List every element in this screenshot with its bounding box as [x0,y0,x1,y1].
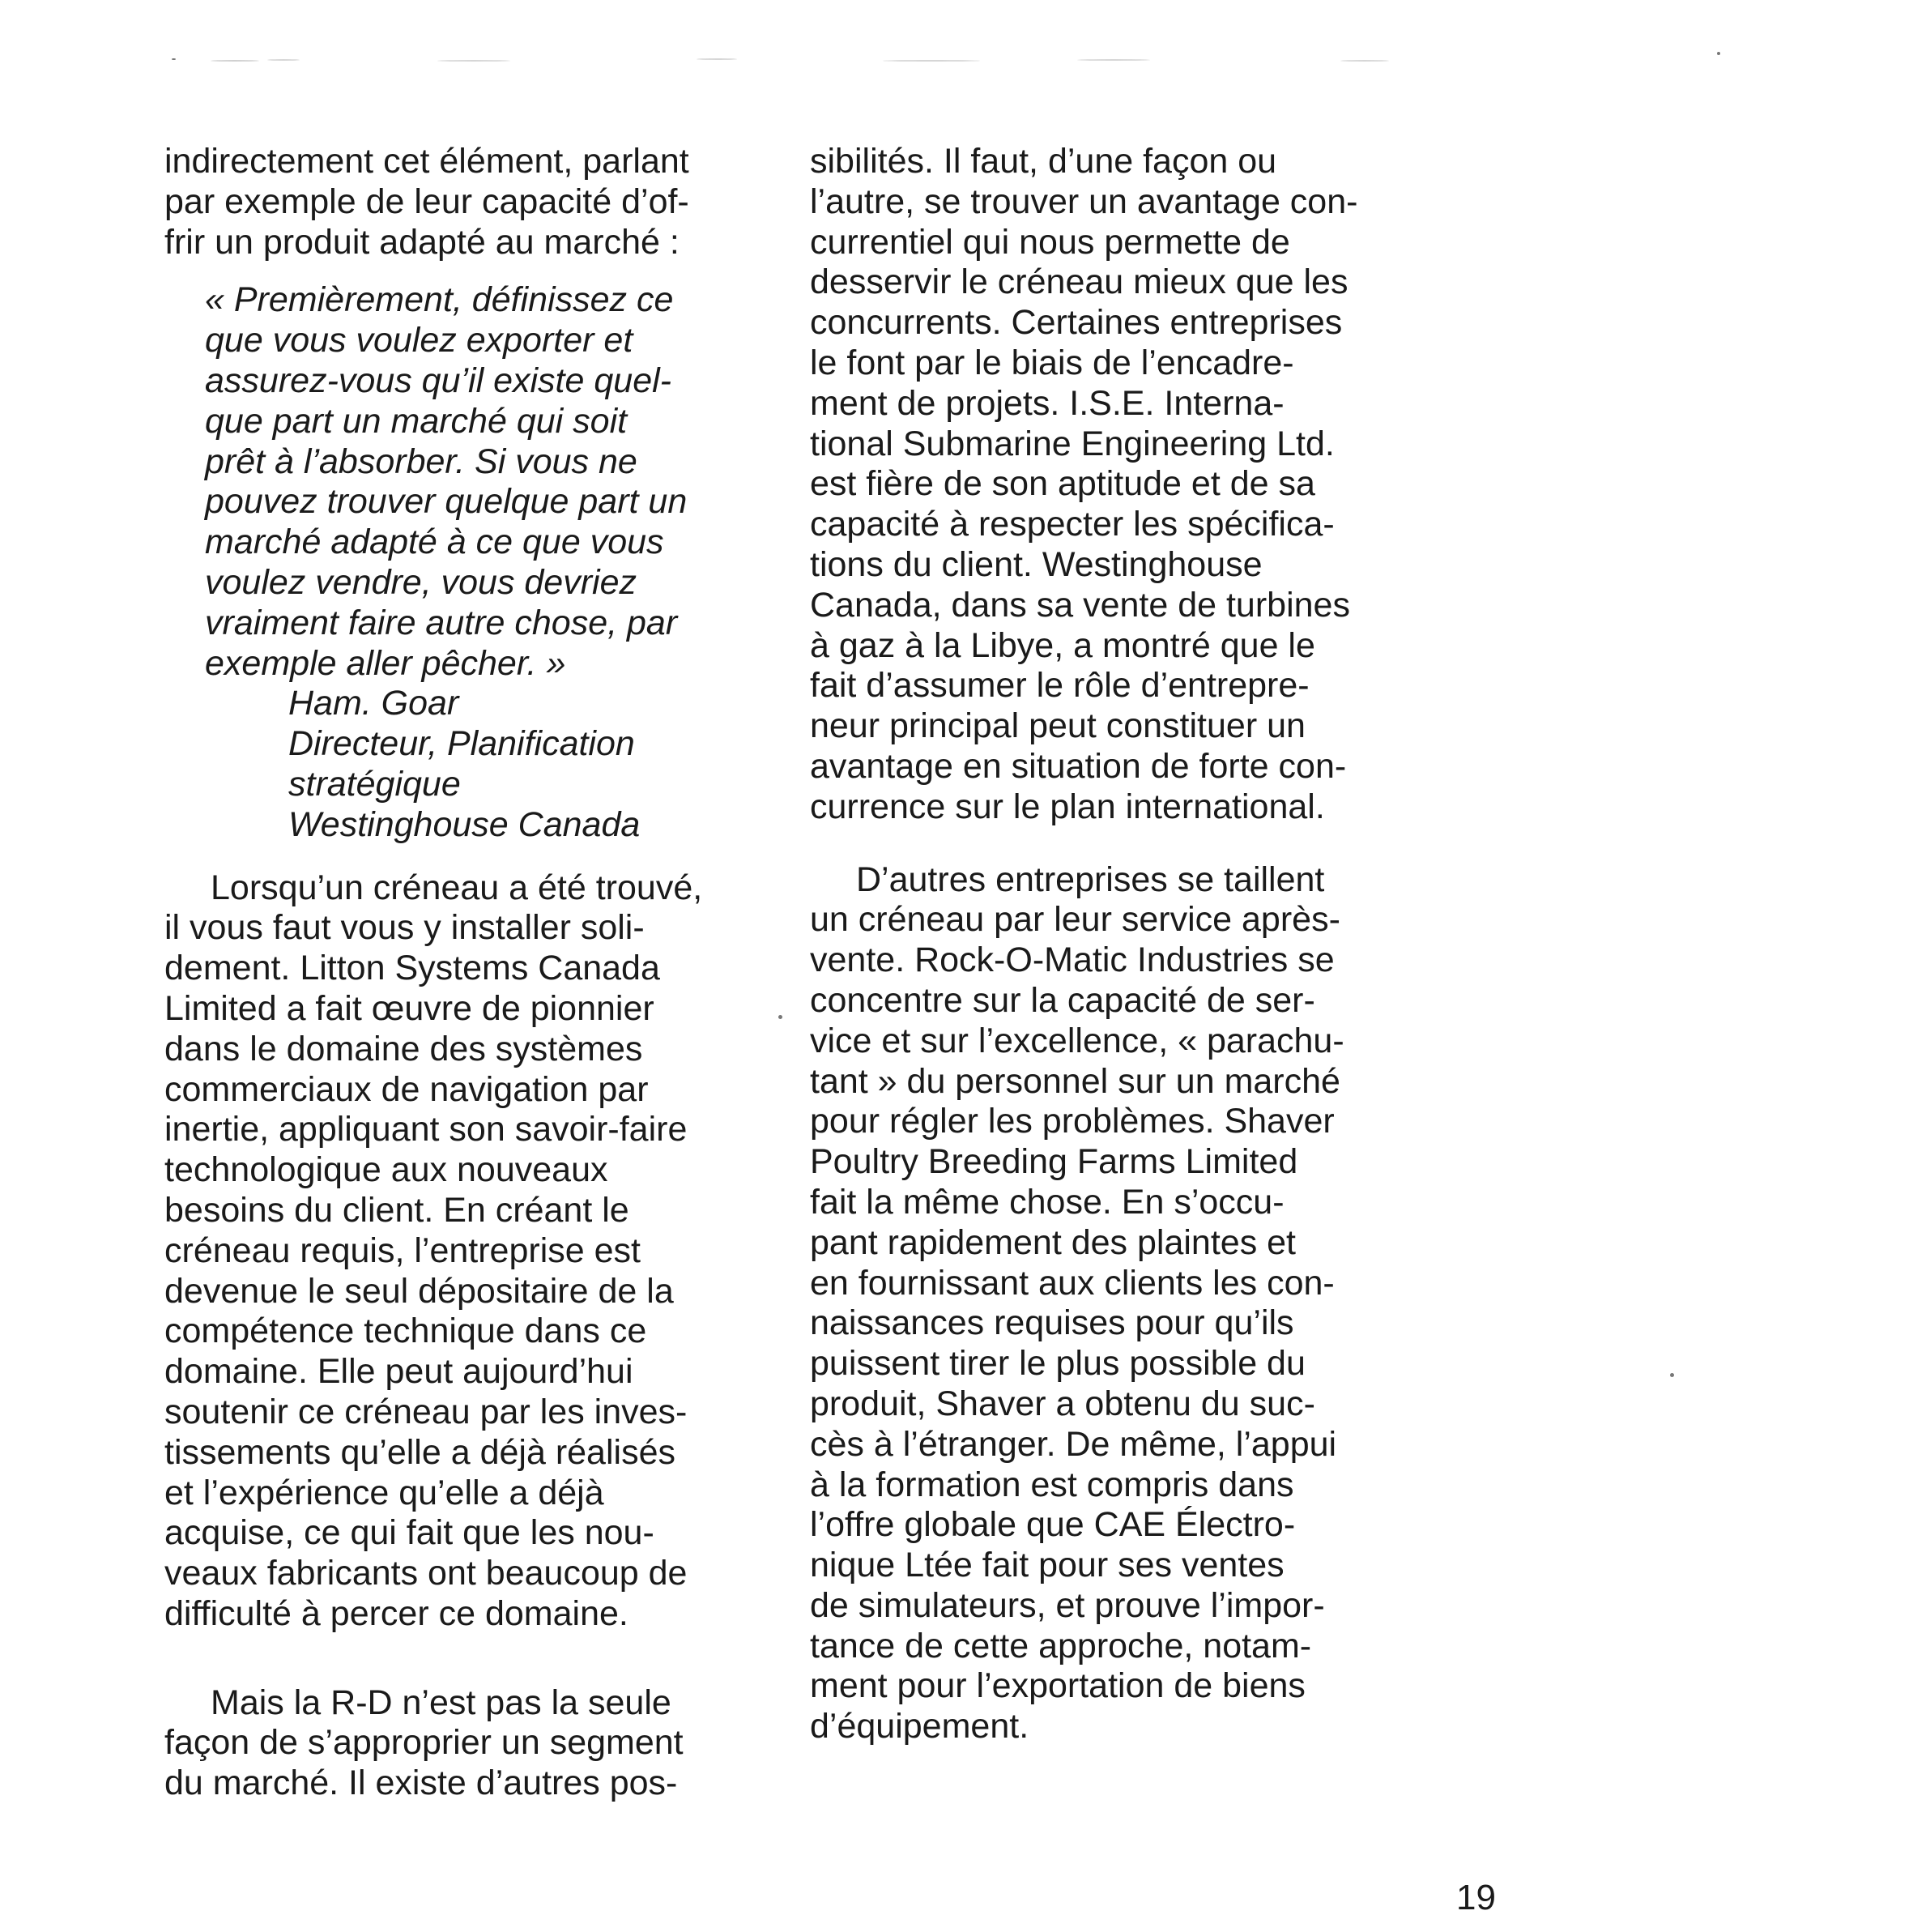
quote-line: vraiment faire autre chose, par [205,603,678,642]
text-line: ment pour l’exportation de biens [810,1666,1306,1706]
attribution-line: Westinghouse Canada [288,804,641,844]
quote-line: marché adapté à ce que vous [205,522,664,562]
text-line: technologique aux nouveaux [164,1150,608,1190]
quote-line: prêt à l’absorber. Si vous ne [205,441,637,481]
text-line: en fournissant aux clients les con- [810,1263,1335,1303]
text-line: avantage en situation de forte con- [810,746,1347,786]
text-line: façon de s’approprier un segment [164,1723,684,1763]
text-line: Canada, dans sa vente de turbines [810,585,1350,625]
text-line: du marché. Il existe d’autres pos- [164,1764,678,1803]
text-line: inertie, appliquant son savoir-faire [164,1110,688,1149]
scan-speck [883,60,980,62]
text-line: devenue le seul dépositaire de la [164,1271,674,1311]
text-line: D’autres entreprises se taillent [856,859,1325,899]
attribution-line: stratégique [288,764,461,804]
text-line: difficulté à percer ce domaine. [164,1593,628,1633]
text-line: pant rapidement des plaintes et [810,1222,1297,1262]
text-line: veaux fabricants ont beaucoup de [164,1554,688,1593]
scan-speck [1340,60,1389,62]
text-line: et l’expérience qu’elle a déjà [164,1473,604,1512]
text-line: vice et sur l’excellence, « parachu- [810,1021,1344,1060]
text-line: concurrents. Certaines entreprises [810,303,1343,343]
text-line: fait la même chose. En s’occu- [810,1182,1285,1222]
text-line: currence sur le plan international. [810,787,1325,826]
text-line: dement. Litton Systems Canada [164,949,660,988]
quote-line: pouvez trouver quelque part un [205,482,688,522]
text-line: concentre sur la capacité de ser- [810,980,1315,1020]
text-line: pour régler les problèmes. Shaver [810,1102,1335,1141]
text-line: l’offre globale que CAE Électro- [810,1505,1296,1545]
text-line: acquise, ce qui fait que les nou- [164,1513,654,1553]
page-number: 19 [1456,1878,1496,1917]
scan-speck [437,60,510,62]
text-line: indirectement cet élément, parlant [164,142,689,181]
text-line: commerciaux de navigation par [164,1069,649,1109]
text-line: domaine. Elle peut aujourd’hui [164,1352,633,1392]
text-line: à la formation est compris dans [810,1465,1294,1504]
text-line: Lorsqu’un créneau a été trouvé, [211,868,703,907]
text-line: un créneau par leur service après- [810,900,1340,940]
quote-line: que part un marché qui soit [205,401,628,441]
text-line: cès à l’étranger. De même, l’appui [810,1424,1337,1464]
text-line: sibilités. Il faut, d’une façon ou [810,142,1277,181]
text-line: créneau requis, l’entreprise est [164,1230,641,1270]
attribution-line: Directeur, Planification [288,724,635,764]
text-line: par exemple de leur capacité d’of- [164,181,689,221]
text-line: Mais la R-D n’est pas la seule [211,1683,671,1722]
text-line: tional Submarine Engineering Ltd. [810,424,1335,463]
text-line: Limited a fait œuvre de pionnier [164,988,654,1028]
scan-speck [1077,59,1150,61]
scan-speck [211,60,259,62]
text-line: desservir le créneau mieux que les [810,262,1348,302]
text-line: naissances requises pour qu’ils [810,1303,1294,1343]
text-line: capacité à respecter les spécifica- [810,505,1335,544]
text-line: produit, Shaver a obtenu du suc- [810,1384,1315,1423]
quote-line: que vous voulez exporter et [205,321,633,360]
text-line: soutenir ce créneau par les inves- [164,1392,688,1431]
scan-noise [0,0,1913,73]
left-paragraph-2 [164,868,764,1635]
text-line: tance de cette approche, notam- [810,1626,1312,1665]
text-line: tions du client. Westinghouse [810,544,1263,584]
left-paragraph-3 [164,1683,764,1804]
quote-line: exemple aller pêcher. » [205,643,566,683]
text-line: besoins du client. En créant le [164,1190,629,1230]
quote-line: voulez vendre, vous devriez [205,562,637,602]
text-line: le font par le biais de l’encadre- [810,343,1294,382]
text-line: à gaz à la Libye, a montré que le [810,625,1315,665]
block-quote [164,280,764,684]
text-line: dans le domaine des systèmes [164,1029,643,1068]
quote-line: assurez-vous qu’il existe quel- [205,360,671,400]
text-line: tissements qu’elle a déjà réalisés [164,1432,675,1472]
left-column [164,142,764,1804]
text-line: l’autre, se trouver un avantage con- [810,181,1358,221]
left-paragraph-1 [164,142,764,262]
text-line: compétence technique dans ce [164,1311,647,1351]
right-column [810,142,1409,1747]
text-line: frir un produit adapté au marché : [164,222,680,262]
text-line: est fière de son aptitude et de sa [810,464,1315,504]
scan-speck [697,58,737,60]
text-line: neur principal peut constituer un [810,706,1306,746]
text-line: d’équipement. [810,1707,1029,1746]
text-line: de simulateurs, et prouve l’impor- [810,1585,1325,1625]
scan-speck [172,58,176,60]
text-line: fait d’assumer le rôle d’entrepre- [810,666,1310,706]
scan-speck [778,1015,782,1019]
text-line: Poultry Breeding Farms Limited [810,1142,1298,1182]
text-line: vente. Rock-O-Matic Industries se [810,940,1335,980]
scan-speck [1670,1373,1674,1377]
quote-attribution [164,684,764,845]
attribution-line: Ham. Goar [288,684,459,723]
text-line: nique Ltée fait pour ses ventes [810,1546,1285,1585]
quote-line: « Premièrement, définissez ce [205,280,674,320]
scan-speck [267,59,300,61]
text-line: il vous faut vous y installer soli- [164,908,645,948]
text-line: puissent tirer le plus possible du [810,1344,1306,1384]
text-line: tant » du personnel sur un marché [810,1061,1340,1101]
right-paragraph-2 [810,860,1409,1748]
right-paragraph-1 [810,142,1409,828]
text-line: ment de projets. I.S.E. Interna- [810,383,1285,423]
scan-speck [1717,52,1720,55]
text-line: currentiel qui nous permette de [810,222,1290,262]
